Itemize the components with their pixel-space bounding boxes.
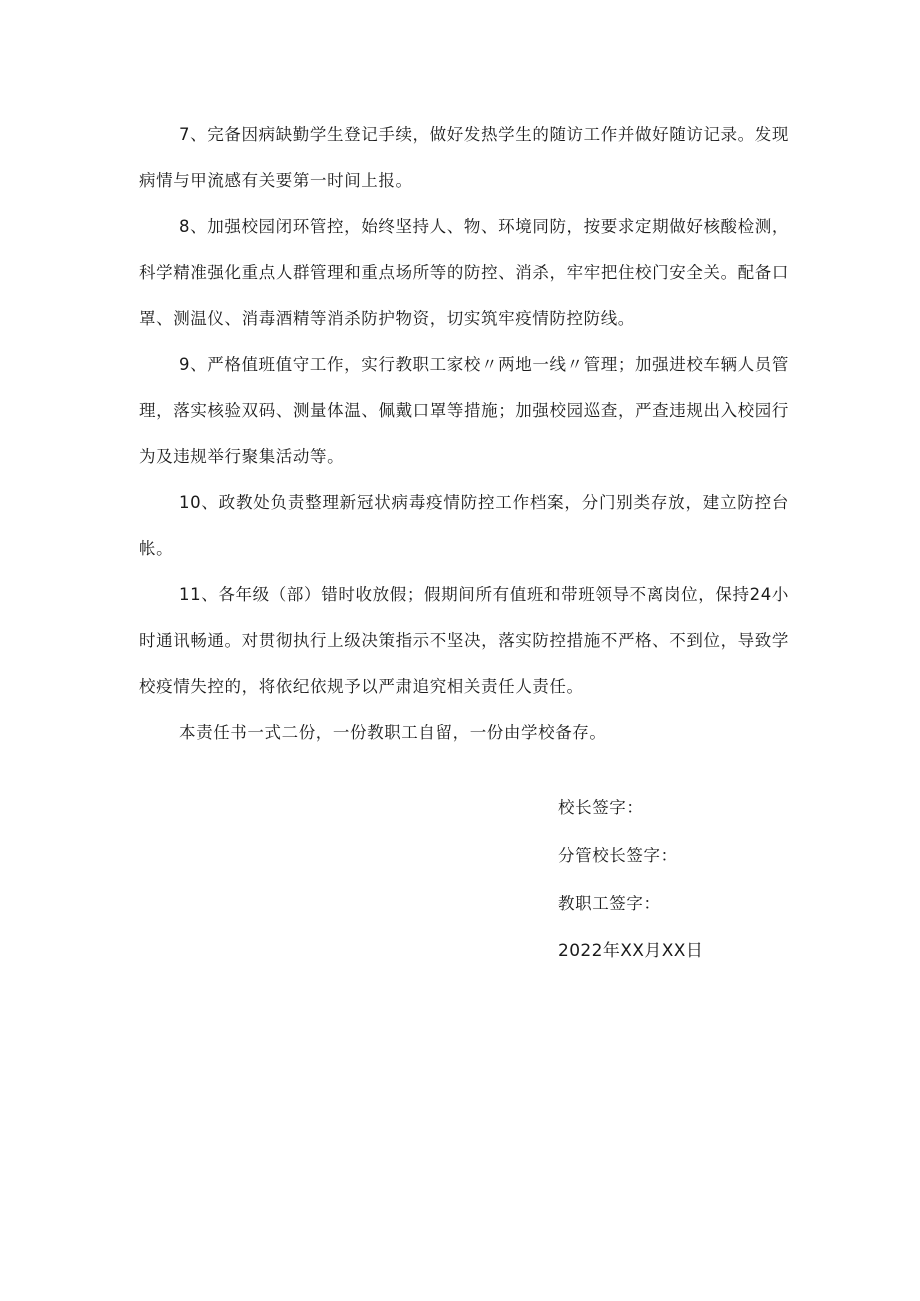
document-body	[139, 112, 789, 756]
paragraph-item-10: 10、政教处负责整理新冠状病毒疫情防控工作档案，分门别类存放，建立防控台帐。	[139, 493, 789, 558]
signature-block	[558, 796, 858, 963]
paragraph-item-11: 11、各年级（部）错时收放假；假期间所有值班和带班领导不离岗位，保持24小时通讯畅通。对贯彻执行上级决策指示不坚决，落实防控措施不严格、不到位，导致学校疫情失控的，将依纪依规予以严肃追究相关责任人责任。	[139, 585, 789, 696]
paragraph-item-7: 7、完备因病缺勤学生登记手续，做好发热学生的随访工作并做好随访记录。发现病情与甲流感有关要第一时间上报。	[139, 125, 789, 190]
paragraph-item-9: 9、严格值班值守工作，实行教职工家校〃两地一线〃管理；加强进校车辆人员管理，落实核验双码、测量体温、佩戴口罩等措施；加强校园巡查，严查违规出入校园行为及违规举行聚集活动等。	[139, 355, 789, 466]
paragraph-item-8: 8、加强校园闭环管控，始终坚持人、物、环境同防，按要求定期做好核酸检测，科学精准强化重点人群管理和重点场所等的防控、消杀，牢牢把住校门安全关。配备口罩、测温仪、消毒酒精等消杀防护物资，切实筑牢疫情防控防线。	[139, 217, 789, 328]
staff-signature-label: 教职工签字：	[558, 894, 661, 913]
vice-principal-signature-label: 分管校长签字：	[558, 846, 678, 865]
closing-statement: 本责任书一式二份，一份教职工自留，一份由学校备存。	[179, 723, 607, 742]
principal-signature-label: 校长签字：	[558, 798, 644, 817]
signature-date: 2022年XX月XX日	[558, 941, 704, 961]
